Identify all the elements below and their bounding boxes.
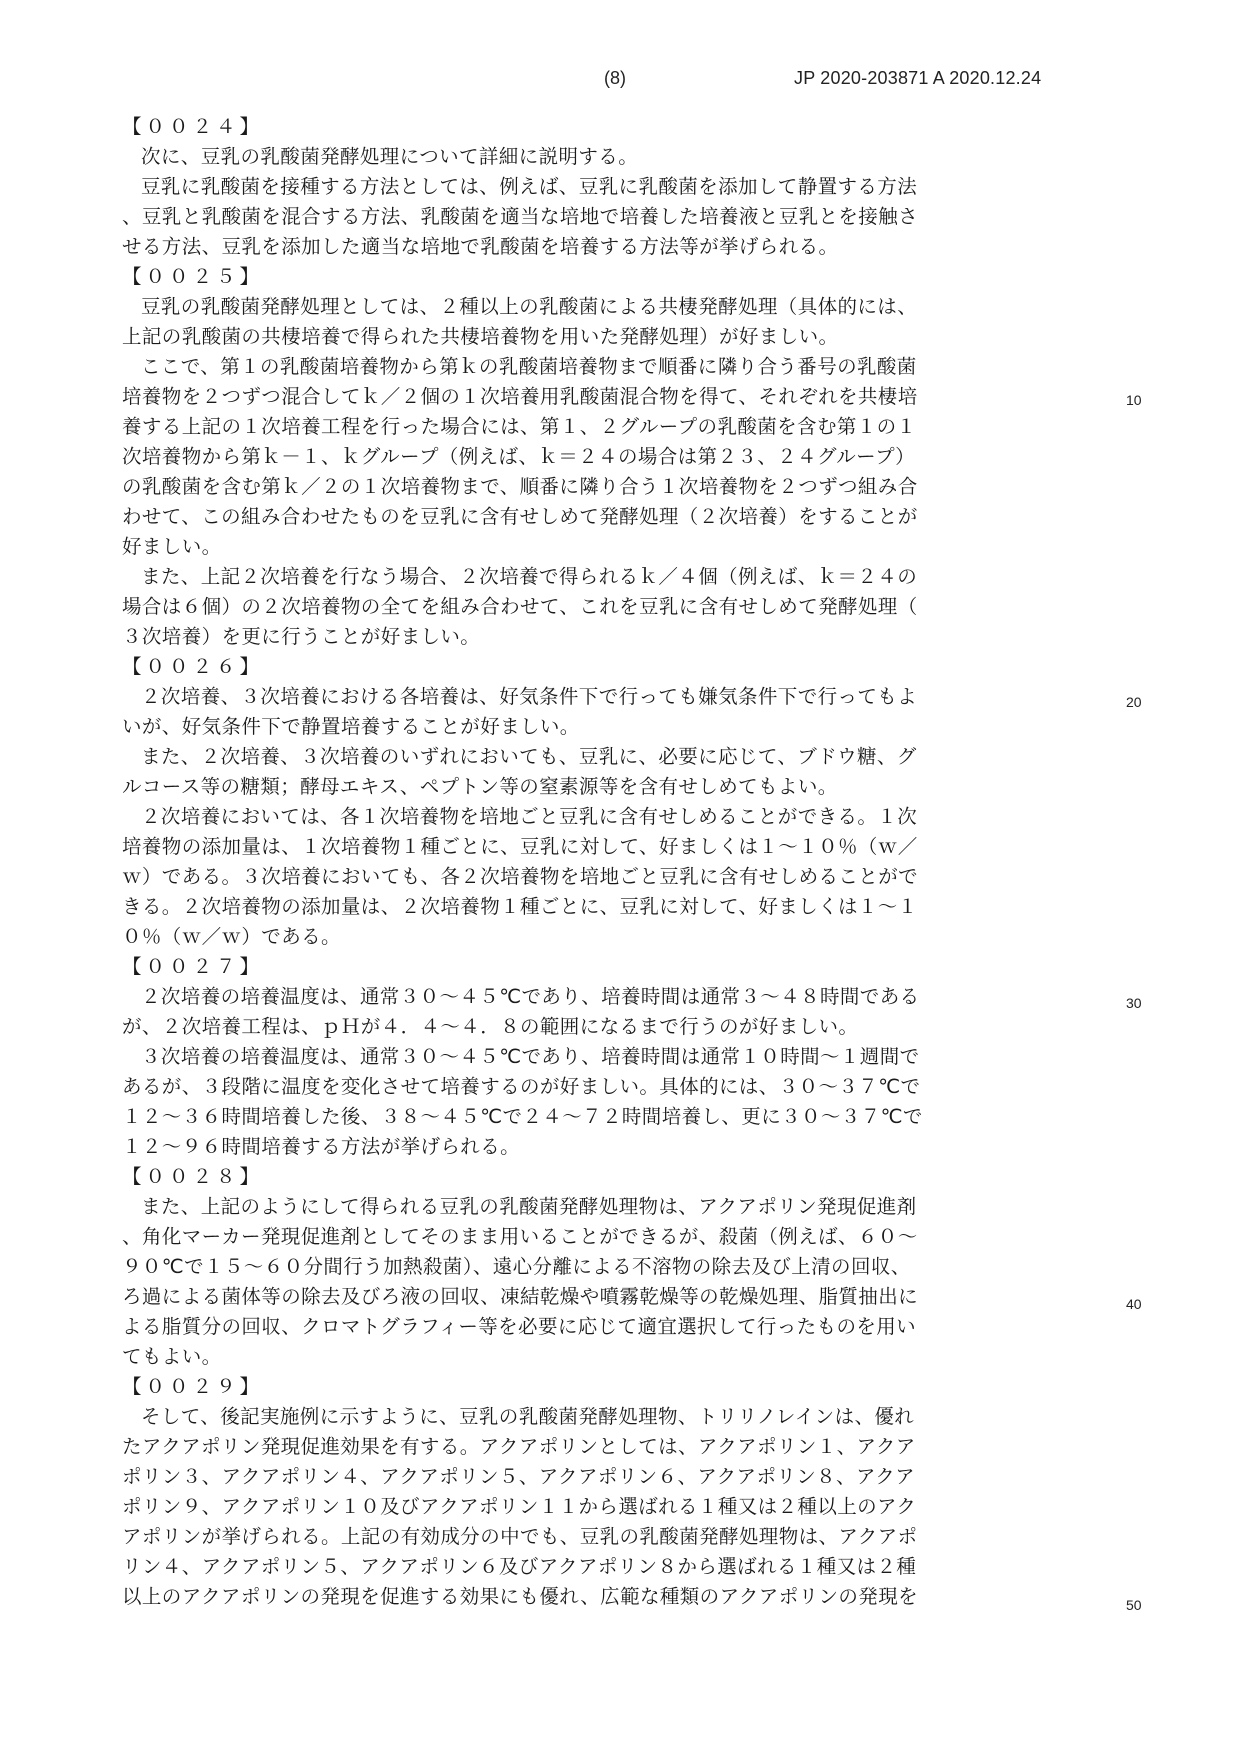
paragraph-number: 【００２４】 (122, 115, 264, 138)
line-number: 10 (1126, 392, 1142, 408)
text-line: たアクアポリン発現促進効果を有する。アクアポリンとしては、アクアポリン１、アクア (122, 1435, 916, 1458)
line-number: 50 (1126, 1597, 1142, 1613)
text-line: また、上記のようにして得られる豆乳の乳酸菌発酵処理物は、アクアポリン発現促進剤 (141, 1195, 917, 1218)
text-line: ２次培養においては、各１次培養物を培地ごと豆乳に含有せしめることができる。１次 (141, 805, 918, 828)
page-number: (8) (604, 68, 626, 88)
text-line: きる。２次培養物の添加量は、２次培養物１種ごとに、豆乳に対して、好ましくは１～１ (122, 895, 918, 918)
text-line: てもよい。 (122, 1345, 222, 1368)
text-line: 場合は６個）の２次培養物の全てを組み合わせて、これを豆乳に含有せしめて発酵処理（ (122, 595, 918, 618)
text-line: リン４、アクアポリン５、アクアポリン６及びアクアポリン８から選ばれる１種又は２種 (122, 1555, 917, 1578)
line-number: 40 (1126, 1296, 1142, 1312)
text-line: 次培養物から第ｋ－１、ｋグループ（例えば、ｋ＝２４の場合は第２３、２４グループ） (122, 445, 916, 468)
paragraph-number: 【００２９】 (122, 1375, 264, 1398)
text-line: 培養物を２つずつ混合してｋ／２個の１次培養用乳酸菌混合物を得て、それぞれを共棲培 (122, 385, 918, 408)
text-line: あるが、３段階に温度を変化させて培養するのが好ましい。具体的には、３０～３７℃で (122, 1075, 921, 1098)
text-line: ろ過による菌体等の除去及びろ液の回収、凍結乾燥や噴霧乾燥等の乾燥処理、脂質抽出に (122, 1285, 919, 1308)
text-line: 、豆乳と乳酸菌を混合する方法、乳酸菌を適当な培地で培養した培養液と豆乳とを接触さ (122, 205, 919, 228)
text-line: よる脂質分の回収、クロマトグラフィー等を必要に応じて適宜選択して行ったものを用い (122, 1315, 917, 1338)
text-line: ｗ）である。３次培養においても、各２次培養物を培地ごと豆乳に含有せしめることがで (122, 865, 919, 888)
text-line: いが、好気条件下で静置培養することが好ましい。 (122, 715, 580, 738)
text-line: アポリンが挙げられる。上記の有効成分の中でも、豆乳の乳酸菌発酵処理物は、アクアポ (122, 1525, 918, 1548)
text-line: そして、後記実施例に示すように、豆乳の乳酸菌発酵処理物、トリリノレインは、優れ (141, 1405, 915, 1428)
text-line: ３次培養）を更に行うことが好ましい。 (122, 625, 481, 648)
text-line: 好ましい。 (122, 535, 222, 558)
text-line: １２～３６時間培養した後、３８～４５℃で２４～７２時間培養し、更に３０～３７℃で (122, 1105, 923, 1128)
document-body (122, 112, 1092, 1612)
text-line: ３次培養の培養温度は、通常３０～４５℃であり、培養時間は通常１０時間～１週間で (141, 1045, 920, 1068)
text-line: ２次培養の培養温度は、通常３０～４５℃であり、培養時間は通常３～４８時間である (141, 985, 920, 1008)
paragraph-number: 【００２６】 (122, 655, 264, 678)
text-line: の乳酸菌を含む第ｋ／２の１次培養物まで、順番に隣り合う１次培養物を２つずつ組み合 (122, 475, 918, 498)
text-line: ここで、第１の乳酸菌培養物から第ｋの乳酸菌培養物まで順番に隣り合う番号の乳酸菌 (141, 355, 917, 378)
text-line: せる方法、豆乳を添加した適当な培地で乳酸菌を培養する方法等が挙げられる。 (122, 235, 839, 258)
text-line: １２～９６時間培養する方法が挙げられる。 (122, 1135, 521, 1158)
text-line: 養する上記の１次培養工程を行った場合には、第１、２グループの乳酸菌を含む第１の１ (122, 415, 917, 438)
publication-id: JP 2020-203871 A 2020.12.24 (794, 68, 1042, 88)
text-line: ９０℃で１５～６０分間行う加熱殺菌）、遠心分離による不溶物の除去及び上清の回収、 (122, 1255, 911, 1278)
text-line: 豆乳に乳酸菌を接種する方法としては、例えば、豆乳に乳酸菌を添加して静置する方法 (141, 175, 918, 198)
text-line: 上記の乳酸菌の共棲培養で得られた共棲培養物を用いた発酵処理）が好ましい。 (122, 325, 839, 348)
paragraph-number: 【００２７】 (122, 955, 264, 978)
text-line: ２次培養、３次培養における各培養は、好気条件下で行っても嫌気条件下で行ってもよ (141, 685, 918, 708)
text-line: 豆乳の乳酸菌発酵処理としては、２種以上の乳酸菌による共棲発酵処理（具体的には、 (141, 295, 918, 318)
text-line: 次に、豆乳の乳酸菌発酵処理について詳細に説明する。 (141, 145, 639, 168)
text-line: わせて、この組み合わせたものを豆乳に含有せしめて発酵処理（２次培養）をすることが (122, 505, 918, 528)
text-line: また、２次培養、３次培養のいずれにおいても、豆乳に、必要に応じて、ブドウ糖、グ (141, 745, 917, 768)
paragraph-number: 【００２８】 (122, 1165, 264, 1188)
text-line: 培養物の添加量は、１次培養物１種ごとに、豆乳に対して、好ましくは１～１０％（ｗ／ (122, 835, 918, 858)
text-line: ポリン９、アクアポリン１０及びアクアポリン１１から選ばれる１種又は２種以上のアク (122, 1495, 917, 1518)
text-line: ルコース等の糖類；酵母エキス、ペプトン等の窒素源等を含有せしめてもよい。 (122, 775, 838, 798)
line-number: 20 (1126, 694, 1142, 710)
text-line: 、角化マーカー発現促進剤としてそのまま用いることができるが、殺菌（例えば、６０～ (122, 1225, 918, 1248)
text-line: ポリン３、アクアポリン４、アクアポリン５、アクアポリン６、アクアポリン８、アクア (122, 1465, 916, 1488)
line-number: 30 (1126, 995, 1142, 1011)
text-line: が、２次培養工程は、ｐＨが４．４～４．８の範囲になるまで行うのが好ましい。 (122, 1015, 859, 1038)
text-line: また、上記２次培養を行なう場合、２次培養で得られるｋ／４個（例えば、ｋ＝２４の (141, 565, 918, 588)
text-line: 以上のアクアポリンの発現を促進する効果にも優れ、広範な種類のアクアポリンの発現を (122, 1585, 919, 1608)
page-header (0, 62, 1240, 92)
paragraph-number: 【００２５】 (122, 265, 264, 288)
text-line: ０％（ｗ／ｗ）である。 (122, 925, 341, 948)
